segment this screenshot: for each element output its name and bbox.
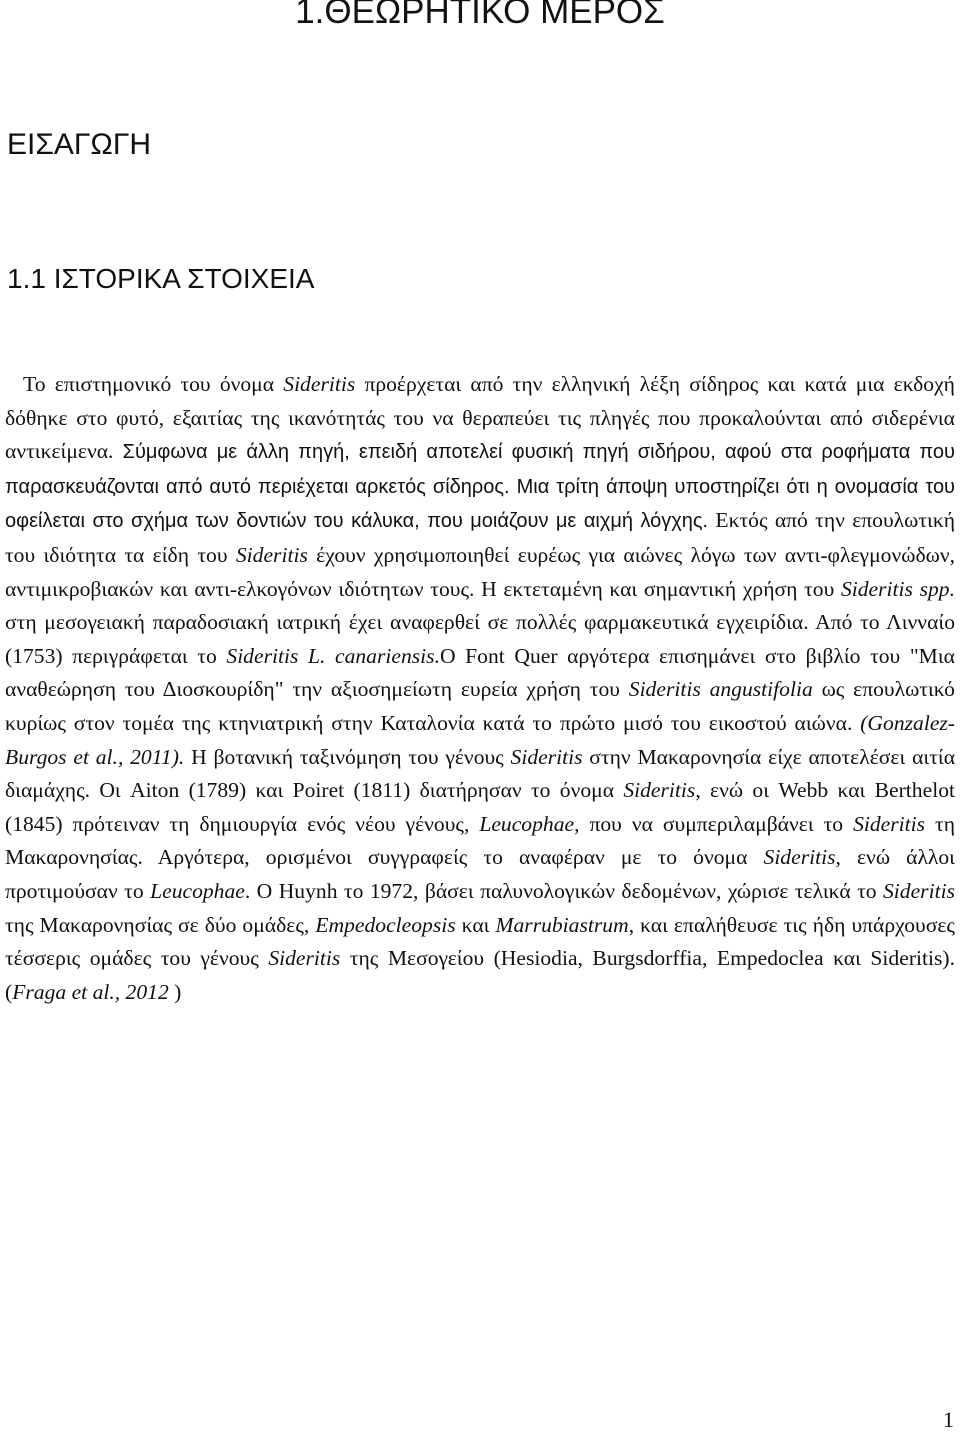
citation: (Gonzalez-Burgos et al., 2011). xyxy=(5,710,955,769)
page-number: 1 xyxy=(943,1407,954,1432)
text-run: , ενώ οι Webb και Berthelot (1845) πρότειναν τη δημιουργία ενός νέου γένους, xyxy=(5,778,955,836)
text-run: , που να συμπεριλαμβάνει το xyxy=(574,811,854,836)
text-run: και xyxy=(455,912,496,937)
text-run: Το επιστημονικό του όνομα xyxy=(23,372,284,396)
text-run: ως επουλωτικό κυρίως στον τομέα της κτηνιατρική στην Καταλονία κατά το πρώτο μισό του εικοστού αιώνα. xyxy=(5,677,955,735)
italic-term: Sideritis angustifolia xyxy=(628,677,813,702)
text-run: Σύμφωνα με άλλη πηγή, επειδή αποτελεί φυσική πηγή σιδήρου, αφού στα ροφήματα που παρασκευάζονται από αυτό περιέχεται αρκετός σίδηρος. Μια τρίτη άποψη υποστηρίζει ότι η ονομασία του οφείλεται στο σχήμα των δοντιών του κάλυκα, που μοιάζουν με αιχμή λόγχης. xyxy=(5,441,955,533)
italic-term: Empedocleopsis xyxy=(315,912,456,937)
page-title: 1.ΘΕΩΡΗΤΙΚΟ ΜΕΡΟΣ xyxy=(295,0,665,31)
italic-term: Leucophae xyxy=(150,878,245,903)
italic-term: Sideritis xyxy=(510,744,583,769)
text-run: Ο Font Quer αργότερα επισημάνει στο βιβλίο του "Μια αναθεώρηση του Διοσκουρίδη" την αξιοσημείωτη ευρεία χρήση του xyxy=(5,643,955,702)
text-run: προέρχεται από την ελληνική λέξη σίδηρος και κατά μια εκδοχή δόθηκε στο φυτό, εξαιτίας της ικανότητάς του να θεραπεύει τις πληγές που προκαλούνται από σιδερένια αντικείμενα. xyxy=(5,372,955,464)
text-run: της Μακαρονησίας σε δύο ομάδες, xyxy=(5,912,316,937)
text-run: , και επαλήθευσε τις ήδη υπάρχουσες τέσσερις ομάδες του γένους xyxy=(5,912,955,971)
italic-term: Marrubiastrum xyxy=(495,912,629,937)
text-run: έχουν χρησιμοποιηθεί ευρέως για αιώνες λόγω των αντι-φλεγμονώδων, αντιμικροβιακών και αντι-ελκογόνων ιδιότητων τους. Η εκτεταμένη και σημαντική χρήση του xyxy=(5,542,955,601)
italic-term: Sideritis xyxy=(283,372,356,396)
italic-term: Sideritis xyxy=(853,811,926,836)
text-run: Από το Λινναίο (1753) περιγράφεται το xyxy=(5,610,955,668)
subsection-heading-history: 1.1 ΙΣΤΟΡΙΚΑ ΣΤΟΙΧΕΙΑ xyxy=(7,263,315,294)
italic-term: Sideritis spp. xyxy=(840,576,956,601)
section-heading-introduction: ΕΙΣΑΓΩΓΗ xyxy=(7,128,152,161)
italic-term: Leucophae xyxy=(479,811,575,836)
italic-term: Sideritis xyxy=(623,778,696,803)
text-run: στη μεσογειακή παραδοσιακή ιατρική έχει αναφερθεί σε πολλές φαρμακευτικά εγχειρίδια. xyxy=(5,610,809,635)
text-run: Εκτός από την επουλωτική του ιδιότητα τα είδη του xyxy=(5,508,955,567)
text-run: τη Μακαρονησίας. Αργότερα, ορισμένοι συγγραφείς το αναφέραν με το όνομα xyxy=(5,811,955,870)
text-run: . Ο Huynh το 1972, βάσει παλυνολογικών δεδομένων, χώρισε τελικά το xyxy=(244,878,883,903)
text-run: στην Μακαρονησία είχε αποτελέσει αιτία διαμάχης. Οι Aiton (1789) και Poiret (1811) διατήρησαν το όνομα xyxy=(5,744,956,803)
text-run: Η βοτανική ταξινόμηση του γένους xyxy=(184,744,511,769)
text-run: , ενώ άλλοι προτιμούσαν το xyxy=(5,845,955,903)
text-run: ) xyxy=(168,979,182,1004)
body-paragraph xyxy=(5,368,955,1009)
italic-term: Sideritis xyxy=(268,946,341,971)
italic-term: Sideritis xyxy=(763,845,836,870)
text-run: της Μεσογείου (Hesiodia, Burgsdorffia, Empedoclea και Sideritis). ( xyxy=(5,946,955,1004)
italic-term: Sideritis xyxy=(883,878,955,903)
italic-term: Sideritis xyxy=(235,542,308,567)
citation: Fraga et al., 2012 xyxy=(12,979,169,1004)
italic-term: Sideritis L. canariensis. xyxy=(226,643,440,668)
